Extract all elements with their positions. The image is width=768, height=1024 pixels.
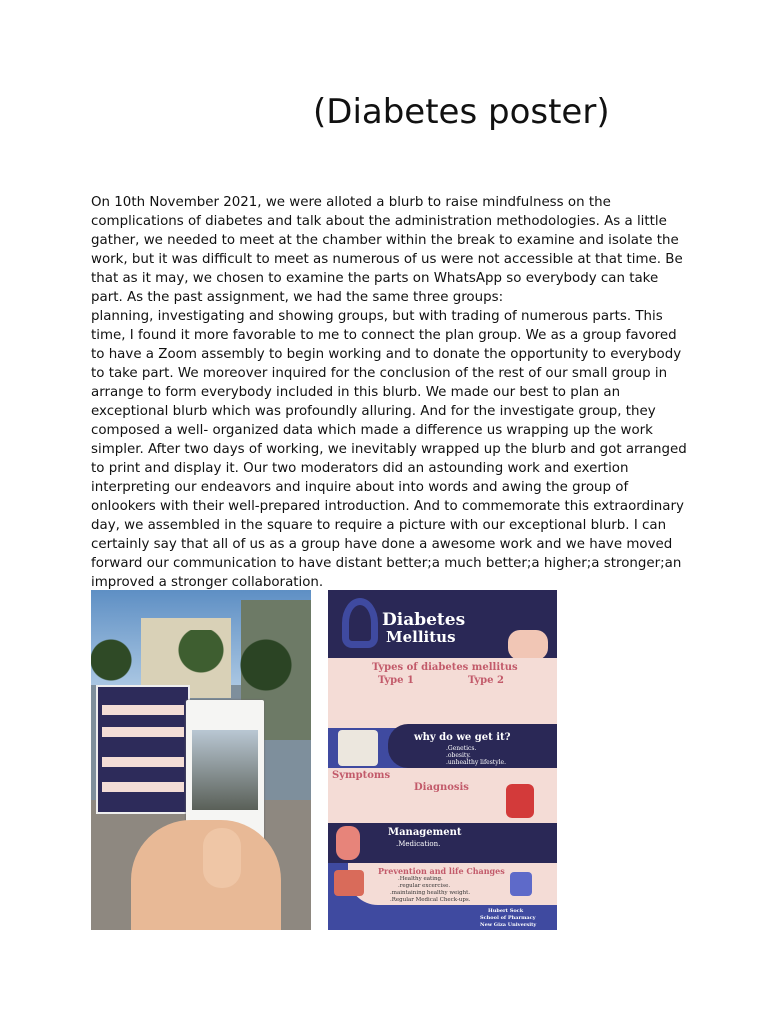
pill-bottle-icon — [338, 730, 378, 766]
poster-footer: New Giza University — [480, 922, 537, 928]
symptoms-heading: Symptoms — [332, 770, 391, 781]
type1-label: Type 1 — [378, 675, 414, 686]
person-illustration — [336, 826, 360, 860]
glucose-meter-icon — [510, 872, 532, 896]
why-item: .unhealthy lifestyle. — [446, 759, 506, 766]
why-item: .obesity. — [446, 752, 471, 759]
types-heading: Types of diabetes mellitus — [372, 662, 518, 673]
poster-board — [96, 685, 190, 814]
management-item: .Medication. — [396, 840, 441, 848]
group-photo — [91, 590, 311, 930]
prevention-heading: Prevention and life Changes — [378, 866, 505, 876]
poster-title-2: Mellitus — [386, 628, 456, 646]
ribbon-icon — [342, 598, 378, 648]
prevention-item: .regular excercise. — [398, 883, 451, 889]
diabetes-poster — [328, 590, 557, 930]
diagnosis-heading: Diagnosis — [414, 782, 469, 793]
page-title: (Diabetes poster) — [313, 92, 610, 132]
polaroid-photo — [186, 700, 264, 840]
paragraph: On 10th November 2021, we were alloted a blurb to raise mindfulness on the complications of diabetes and talk about the administration methodologies. As a little gather, we needed to meet at the chamber within the break to examine and isolate the work, but it was difficult to meet as numerous of us were not accessible at that time. Be that as it may, we chosen to examine the parts on WhatsApp so everybody can take part. As the past assignment, we had the same three groups: — [91, 195, 683, 305]
management-heading: Management — [388, 827, 462, 838]
paragraph: planning, investigating and showing groups, but with trading of numerous parts. This time, I found it more favorable to me to connect the plan group. We as a group favored to have a Zoom assembly to begin working and to donate the opportunity to everybody to take part. We moreover inquired for the conclusion of the rest of our small group in arrange to form everybody included in this blurb. We made our best to plan an exceptional blurb which was profoundly alluring. And for the investigate group, they composed a well- organized data which made a difference us wrapping up the work simpler. After two days of working, we inevitably wrapped up the blurb and got arranged to print and display it. Our two moderators did an astounding work and exertion interpreting our endeavors and inquire about into words and awing the group of onlookers with their well-prepared introduction. And to commemorate this extraordinary day, we assembled in the square to require a picture with our exceptional blurb. I can certainly say that all of us as a group have done a awesome work and we have moved forward our communication to have distant better;a much better;a higher;a stronger;an improved a stronger collaboration. — [91, 309, 687, 590]
insulin-bottle-icon — [506, 784, 534, 818]
poster-footer: School of Pharmacy — [480, 915, 536, 921]
doctor-illustration — [508, 630, 548, 660]
prevention-item: .maintaining healthy weight. — [390, 890, 471, 896]
prevention-item: .Healthy eating. — [398, 876, 443, 882]
poster-title-1: Diabetes — [382, 610, 466, 630]
type2-label: Type 2 — [468, 675, 504, 686]
medicine-icon — [334, 870, 364, 896]
prevention-item: .Regular Medical Check-ups. — [390, 897, 471, 903]
why-item: .Genetics. — [446, 745, 477, 752]
why-heading: why do we get it? — [414, 732, 511, 743]
body-text — [91, 193, 691, 592]
poster-footer: Hubert Sock — [488, 908, 524, 914]
